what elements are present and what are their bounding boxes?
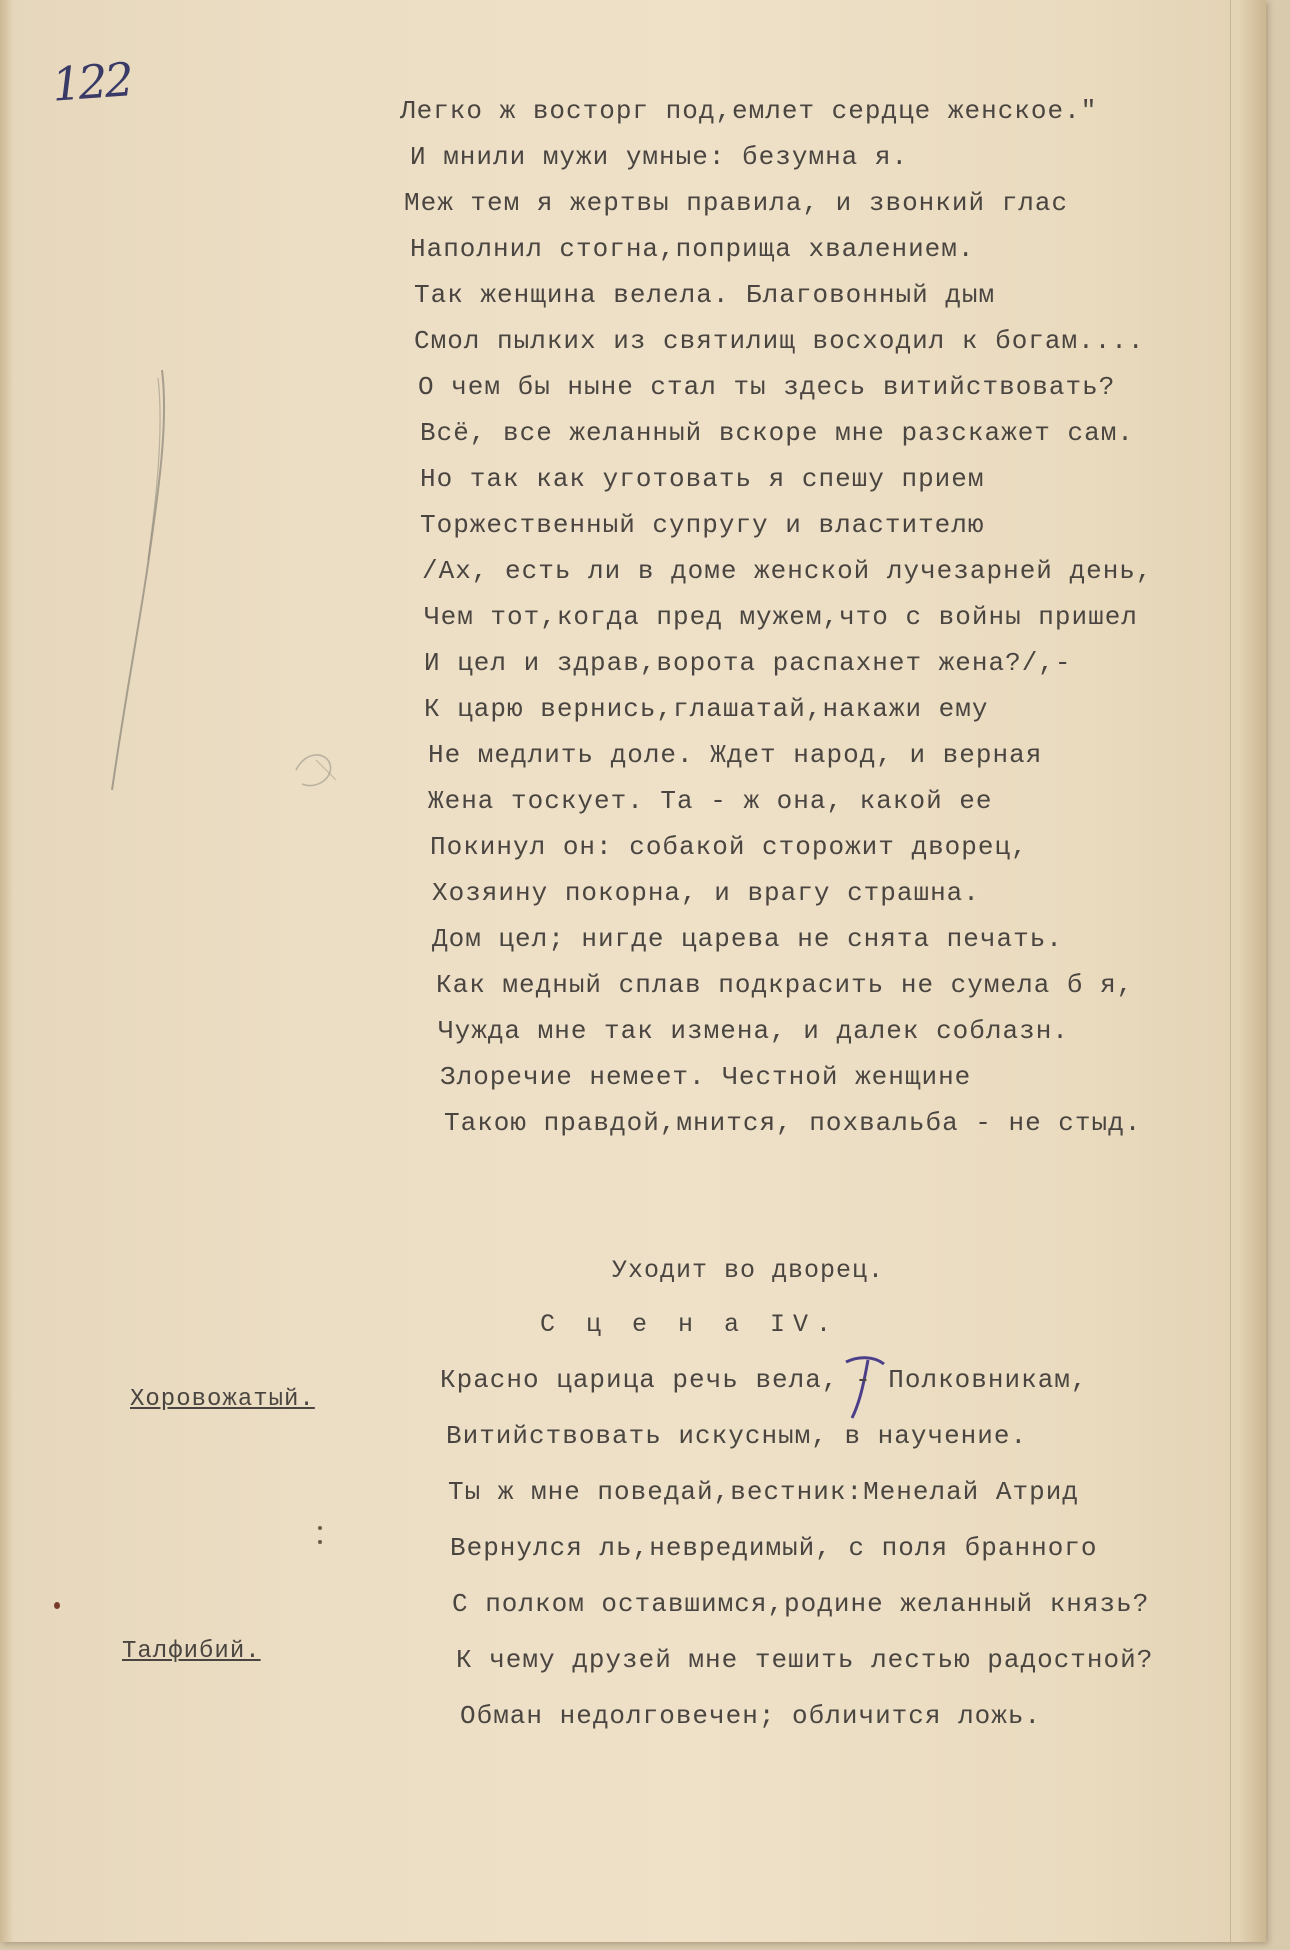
page-edge-shadow-left [0, 0, 14, 1942]
verse-line: Но так как уготовать я спешу прием [420, 464, 985, 494]
pencil-margin-line [90, 360, 210, 800]
verse-line: Всё, все желанный вскоре мне разскажет сам. [420, 418, 1134, 448]
dialogue-line: Витийствовать искусным, в научение. [446, 1421, 1028, 1451]
dialogue-line: Красно царица речь вела, - Полковникам, [440, 1365, 1088, 1395]
verse-line: И мнили мужи умные: безумна я. [410, 142, 909, 172]
verse-line: Чужда мне так измена, и далек соблазн. [438, 1016, 1069, 1046]
verse-line: О чем бы ныне стал ты здесь витийствовать? [418, 372, 1116, 402]
pencil-sketch-mark [286, 740, 346, 800]
verse-line: Не медлить доле. Ждет народ, и верная [428, 740, 1043, 770]
ink-dot [318, 1526, 322, 1530]
verse-line: /Ах, есть ли в доме женской лучезарней день, [422, 556, 1153, 586]
verse-line: Жена тоскует. Та - ж она, какой ее [428, 786, 993, 816]
verse-line: Покинул он: собакой сторожит дворец, [430, 832, 1028, 862]
dialogue-line: Вернулся ль,невредимый, с поля бранного [450, 1533, 1098, 1563]
verse-block [380, 88, 1200, 1146]
dialogue-block [440, 1352, 1220, 1744]
speaker-chorus-leader: Хоровожатый. [130, 1386, 315, 1413]
dialogue-line: Ты ж мне поведай,вестник:Менелай Атрид [448, 1477, 1079, 1507]
scene-heading: С ц е н а IV. [540, 1310, 840, 1339]
verse-line: Так женщина велела. Благовонный дым [414, 280, 996, 310]
page-number: 122 [50, 52, 133, 112]
ink-dot [318, 1540, 322, 1544]
verse-line: Смол пылких из святилищ восходил к богам.... [414, 326, 1145, 356]
verse-line: Меж тем я жертвы правила, и звонкий глас [404, 188, 1069, 218]
verse-line: Торжественный супругу и властителю [420, 510, 985, 540]
dialogue-line: Обман недолговечен; обличится ложь. [460, 1701, 1042, 1731]
dialogue-line: С полком оставшимся,родине желанный князь? [452, 1589, 1150, 1619]
dialogue-line: К чему друзей мне тешить лестью радостной? [456, 1645, 1154, 1675]
verse-line: И цел и здрав,ворота распахнет жена?/,- [424, 648, 1072, 678]
verse-line: Наполнил стогна,поприща хвалением. [410, 234, 975, 264]
verse-line: Такою правдой,мнится, похвальба - не стыд. [444, 1108, 1142, 1138]
verse-line: Чем тот,когда пред мужем,что с войны пришел [424, 602, 1138, 632]
verse-line: Как медный сплав подкрасить не сумела б я, [436, 970, 1134, 1000]
verse-line: Легко ж восторг под,емлет сердце женское." [400, 96, 1098, 126]
verse-line: Хозяину покорна, и врагу страшна. [432, 878, 980, 908]
verse-line: К царю вернись,глашатай,накажи ему [424, 694, 989, 724]
verse-line: Злоречие немеет. Честной женщине [440, 1062, 972, 1092]
verse-line: Дом цел; нигде царева не снята печать. [432, 924, 1063, 954]
ink-dot [54, 1602, 60, 1609]
speaker-talthybius: Талфибий. [122, 1638, 261, 1665]
stage-direction: Уходит во дворец. [612, 1256, 885, 1285]
